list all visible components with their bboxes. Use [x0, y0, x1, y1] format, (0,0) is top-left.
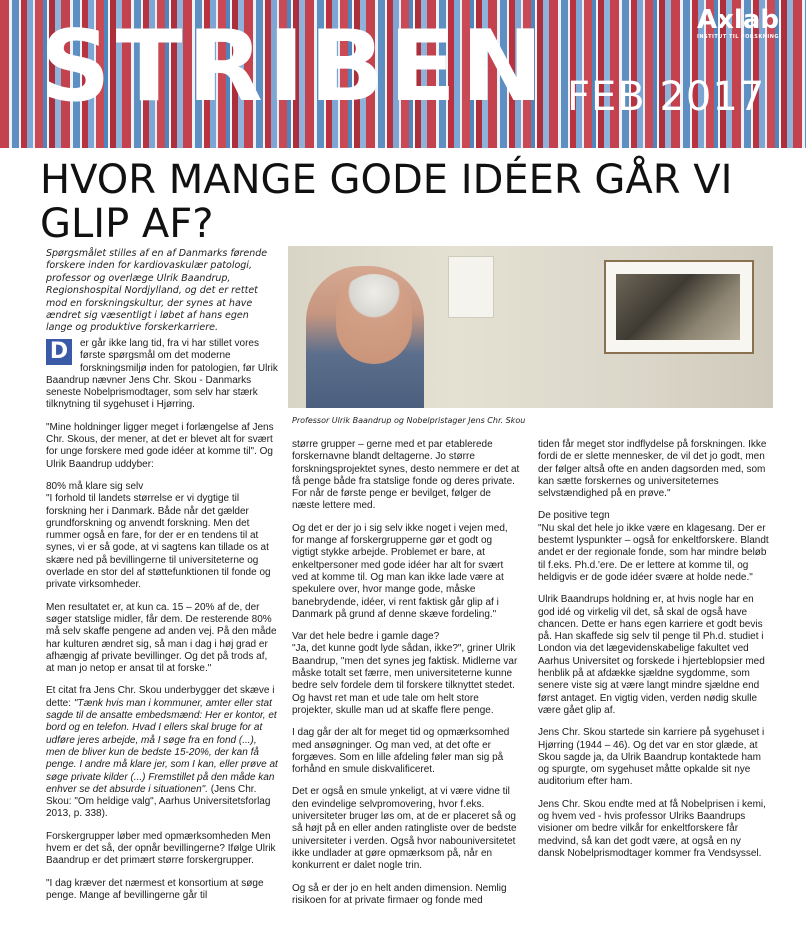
column-3-paragraph: tiden får meget stor indflydelse på forskningen. Ikke fordi de er slette mennesker, de vil det jo godt, men der følger altså ofte en anden dagsorden med, som kan sætte forskernes og universiteternes selvstændighed på en prøve.": [538, 439, 767, 500]
column-1-paragraph: [46, 685, 278, 820]
column-2-paragraph: I dag går der alt for meget tid og opmærksomhed med ansøgninger. Og man ved, at det ofte er forgæves. Som en lille afdeling føler man sig på forhånd en smule diskvalificeret.: [292, 727, 510, 776]
logo-tagline: INSTITUT TIL FORSKNING: [696, 34, 780, 40]
skou-quote: "Tænk hvis man i kommuner, amter eller stat sagde til de ansatte embedsmænd: Her er kontor, et bord og en telefon. Hvad I ellers skal bruge for at udføre jeres arbejde, må I søge fra en fond (...), men de bliver kun de bedste 15-20%, der kan få penge. I andre må klare jer, som I kan, eller prøve at søge private kilder (...) Fremstillet på den måde kan enhver se det absurde i situationen".: [46, 697, 278, 795]
article-intro: Spørgsmålet stilles af en af Danmarks førende forskere inden for kardiovaskulær patologi, professor og overlæge Ulrik Baandrup, Regionshospital Nordjylland, og det er rettet mod en forskningskultur, der synes at have ændret sig væsentligt i løbet af hans egen lange og produktive forskerkarriere.: [46, 248, 268, 334]
logo-wordmark: Axlab: [697, 5, 779, 35]
framed-picture: [604, 260, 754, 354]
column-1-paragraph: "Mine holdninger ligger meget i forlængelse af Jens Chr. Skous, der mener, at det er blevet alt for svært for unge forskere med gode idéer at komme til". Og Ulrik Baandrup uddyber:: [46, 421, 274, 470]
subheading: Var det hele bedre i gamle dage?: [292, 631, 440, 643]
column-3-paragraph: Jens Chr. Skou startede sin karriere på sygehuset i Hjørring (1944 – 46). Og det var en stor glæde, at Skou sagde ja, da Ulrik Baandrup kontaktede ham og spurgte, om sygehuset måtte opkalde sit nye auditorium efter ham.: [538, 727, 765, 788]
column-3-paragraph: "Nu skal det hele jo ikke være en klagesang. Der er bestemt lyspunkter – også for enkeltforskere. Blandt andet er der regionale fonde, som har mindre beløb til f.eks. Ph.d.'ere. De er lettere at komme til, og heldigvis er de gode idéer svære at holde nede.": [538, 522, 769, 583]
article-column-3: [538, 439, 770, 860]
quote-lead: Et citat fra Jens Chr. Skou underbygger det skæve i dette:: [46, 685, 275, 709]
wall-note: [448, 256, 494, 318]
axlab-logo: [677, 6, 799, 40]
article-photo: [288, 246, 773, 408]
column-2-paragraph: Det er også en smule ynkeligt, at vi være vidne til den evindelige selvpromovering, hvor f.eks. universiteter bruger løs om, at de er placeret så og så højt på en eller anden ratingliste over de bedste universiteter i verden. Også hvor nabouniversitetet ikke undlader at gøre opmærksom på, når en konkurrent er dalet nogle trin.: [292, 786, 517, 872]
masthead: [0, 0, 806, 148]
subheading: De positive tegn: [538, 510, 610, 522]
column-1-paragraph: Men resultatet er, at kun ca. 15 – 20% af de, der søger statslige midler, får dem. De resterende 80% må selv skaffe pengene ad anden vej. På den måde har kulturen ændret sig, så man i dag i høj grad er afhængig af private bevillinger. Og det på trods af, at man jo netop er ansat til at forske.": [46, 601, 277, 675]
subheading: 80% må klare sig selv: [46, 480, 144, 492]
quote-source: (Jens Chr. Skou: "Om heldige valg", Aarhus Universitetsforlag 2013, p. 338).: [46, 783, 271, 820]
framed-picture-content: [616, 274, 740, 340]
column-3-paragraph: Ulrik Baandrups holdning er, at hvis nogle har en god idé og virkelig vil det, så skal de også have chancen. Dette er hans egen karriere et godt bevis på. Han skaffede sig selv til penge til Ph.d. studiet i London via det lægevidenskabelige fakultet ved Aarhus Universitet og forskede i hjerteblopsier med henblik på at afdække sjældne sygdomme, som senere viste sig at være langt mindre sjældne end først antaget. En vigtig viden, verden nødig skulle være gået glip af.: [538, 594, 765, 716]
column-2-paragraph: Og det er der jo i sig selv ikke noget i vejen med, for mange af forskergrupperne gør et godt og vigtigt stykke arbejde. Problemet er bare, at enkeltpersoner med gode idéer har alt for svært ved at komme til. Og man kan ikke lade være at spekulere over, hvor mange gode, måske banebrydende, idéer, vi rent faktisk går glip af i Danmark på grund af denne skæve fordeling.": [292, 522, 508, 620]
drop-cap: D: [46, 339, 72, 365]
column-1-paragraph: Forskergrupper løber med opmærksomheden Men hvem er det så, der opnår bevillingerne? Ifølge Ulrik Baandrup er det primært større forskergrupper.: [46, 830, 276, 867]
photo-caption: Professor Ulrik Baandrup og Nobelpristager Jens Chr. Skou: [292, 416, 526, 425]
article-headline: HVOR MANGE GODE IDÉER GÅR VI GLIP AF?: [40, 157, 733, 247]
column-1-paragraph: [46, 338, 278, 412]
portrait-head: [336, 274, 412, 364]
portrait-figure: [306, 266, 424, 408]
column-2-paragraph: større grupper – gerne med et par etablerede forskernavne blandt deltagerne. Jo større forskningsprojektet synes, desto nemmere er det at få penge både fra statslige fonde og deres private. For når de første penge er bevilget, følger de næste lettere med.: [292, 439, 520, 512]
column-3-paragraph: Jens Chr. Skou endte med at få Nobelprisen i kemi, og hvem ved - hvis professor Ulriks Baandrups visioner om bedre vilkår for enkeltforskere får medvind, så kan det godt være, at også en ny dansk Nobelprismodtager kommer fra Vendsyssel.: [538, 798, 766, 859]
article-column-2: [292, 439, 520, 907]
column-2-paragraph: Og så er der jo en helt anden dimension. Nemlig risikoen for at private firmaer og fonde med: [292, 882, 507, 906]
lead-paragraph: er går ikke lang tid, fra vi har stillet vores første spørgsmål om det moderne forskningsmiljø inden for patologien, før Ulrik Baandrup nævner Jens Chr. Skou - Danmarks seneste Nobelprismodtager, som selv har stærk tilknytning til sygehuset i Hjørring.: [46, 338, 278, 411]
article-column-1: [46, 338, 278, 902]
newsletter-title: STRIBEN: [40, 10, 549, 124]
issue-date: FEB 2017: [567, 74, 766, 120]
column-1-paragraph: "I forhold til landets størrelse er vi dygtige til forskning her i Danmark. Både når det gælder grundforskning og anvendt forskning. Men det rummer også en fare, for der er en tendens til at synes, vi er så gode, at vi sagtens kan tillade os at skære ned på bevillingerne til universiteterne og overlade en stor del af støttefunktionen til fonde og private virksomheder.: [46, 493, 271, 591]
column-1-paragraph: "I dag kræver det nærmest et konsortium at søge penge. Mange af bevillingerne går til: [46, 877, 264, 901]
column-2-paragraph: "Ja, det kunne godt lyde sådan, ikke?", griner Ulrik Baandrup, "men det synes jeg faktisk. Midlerne var måske totalt set færre, men universiteterne kunne bedre selv fordele dem til forskere tilknyttet stedet. Og havst ret man et ude tale om helt store projekter, skulle man ud at skaffe flere penge.: [292, 643, 518, 716]
